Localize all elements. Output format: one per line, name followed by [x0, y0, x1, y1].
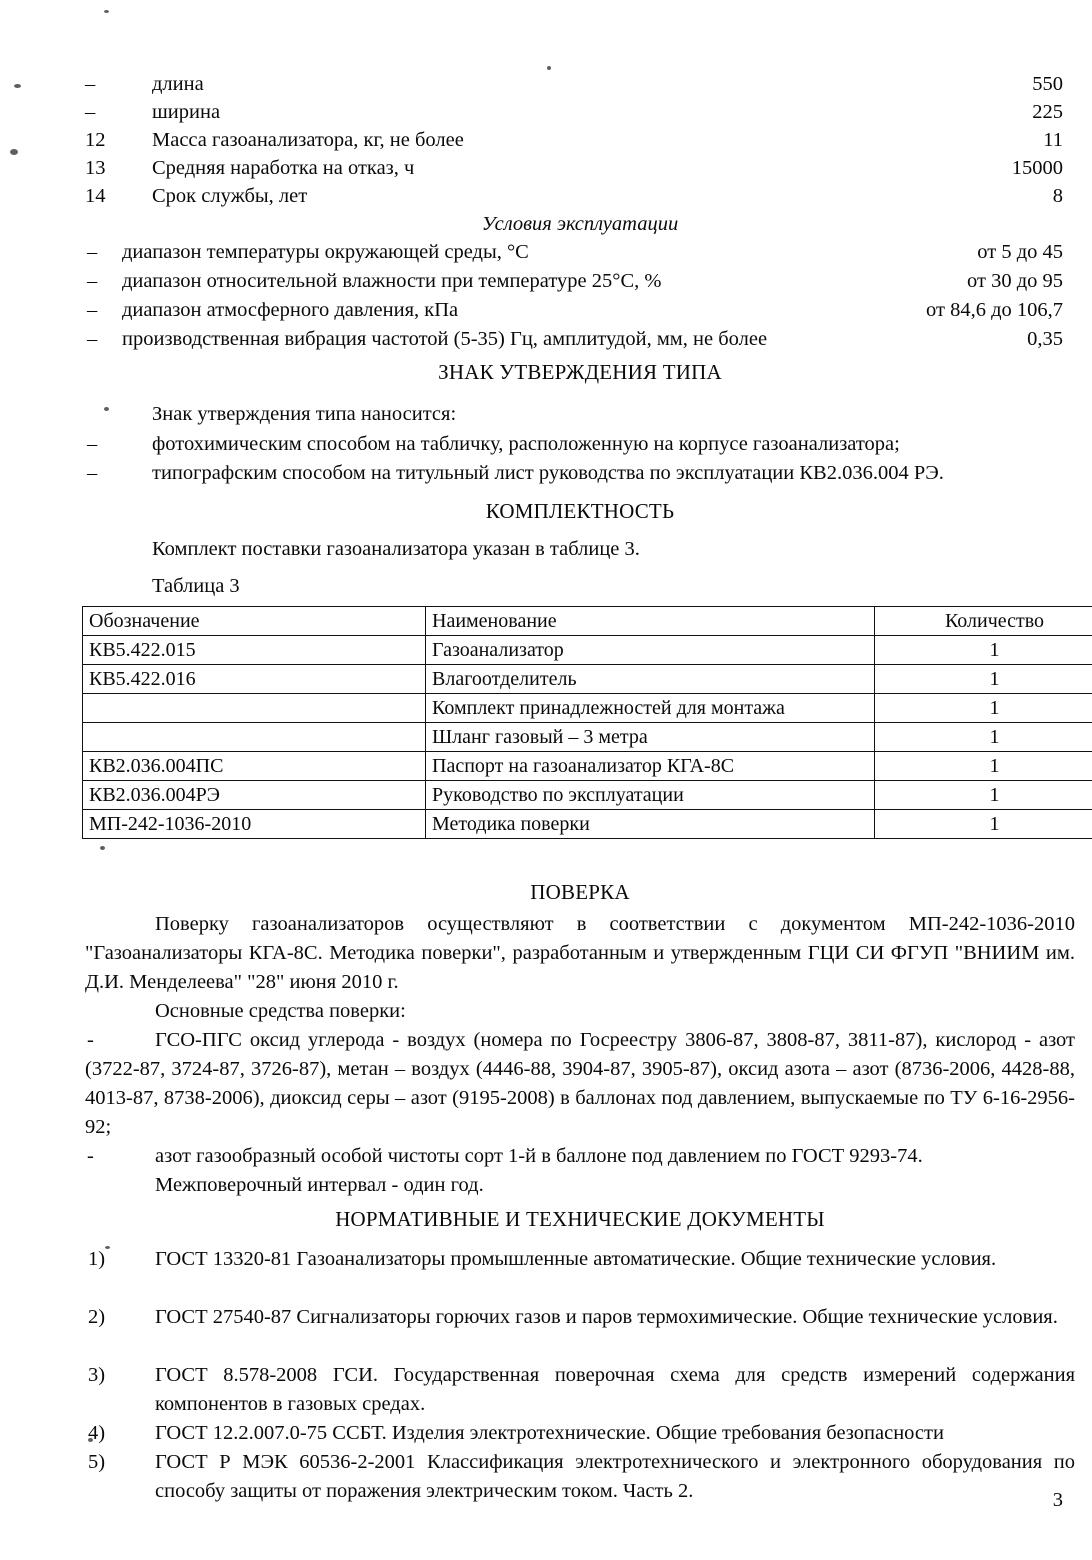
normative-document-item — [85, 1303, 1075, 1332]
table-row — [83, 665, 1092, 694]
spec-value: 550 — [1032, 73, 1063, 95]
table-cell-name: Шланг газовый – 3 метра — [426, 723, 875, 752]
table-cell-name: Влагоотделитель — [426, 665, 875, 694]
specifications-list — [85, 70, 1075, 210]
condition-label: производственная вибрация частотой (5-35) Гц, амплитудой, мм, не более — [122, 328, 768, 350]
section-title-normative-documents: НОРМАТИВНЫЕ И ТЕХНИЧЕСКИЕ ДОКУМЕНТЫ — [335, 1207, 825, 1231]
table-cell-name: Методика поверки — [426, 810, 875, 839]
scan-speck — [14, 84, 21, 88]
table-row — [83, 723, 1092, 752]
condition-row — [85, 267, 1075, 296]
list-number: 2) — [88, 1306, 106, 1328]
verification-item — [85, 1142, 1075, 1171]
spec-marker: 13 — [85, 157, 106, 179]
section-title-completeness: КОМПЛЕКТНОСТЬ — [485, 499, 675, 523]
normative-document-item — [85, 1448, 1075, 1506]
verification-paragraph-2: Основные средства поверки: — [155, 1000, 406, 1022]
section-title-verification: ПОВЕРКА — [530, 880, 630, 904]
table-row — [83, 810, 1092, 839]
spec-marker: 12 — [85, 129, 106, 151]
spec-row — [85, 126, 1075, 154]
dash-bullet: – — [87, 328, 98, 350]
table-cell-designation: КВ2.036.004ПС — [83, 752, 426, 781]
verification-item — [85, 1026, 1075, 1142]
spec-row — [85, 154, 1075, 182]
normative-document-text: ГОСТ 27540-87 Сигнализаторы горючих газов и паров термохимические. Общие технические условия. — [155, 1306, 1058, 1328]
spec-marker: – — [85, 73, 96, 95]
table-cell-designation: КВ2.036.004РЭ — [83, 781, 426, 810]
condition-label: диапазон атмосферного давления, кПа — [122, 299, 459, 321]
condition-label: диапазон относительной влажности при температуре 25°C, % — [122, 270, 662, 292]
dash-bullet: - — [87, 1029, 94, 1051]
table-header-cell: Количество — [875, 607, 1092, 636]
spec-value: 225 — [1032, 101, 1063, 123]
table-cell-quantity: 1 — [875, 694, 1092, 723]
table-caption: Таблица 3 — [152, 575, 240, 597]
verification-paragraph-1-text: Поверку газоанализаторов осуществляют в соответствии с документом МП-242-1036-2010 "Газоанализаторы КГА-8С. Методика поверки", разработанным и утвержденным ГЦИ СИ ФГУП "ВНИИМ им. Д.И. Менделеева" "28" июня 2010 г. — [85, 913, 1075, 993]
table-cell-quantity: 1 — [875, 810, 1092, 839]
list-number: 4) — [88, 1422, 106, 1444]
table-cell-designation — [83, 694, 426, 723]
verification-interval: Межповерочный интервал - один год. — [155, 1174, 484, 1196]
verification-paragraph-1 — [85, 910, 1075, 997]
normative-document-item — [85, 1245, 1075, 1274]
table-header-cell: Обозначение — [83, 607, 426, 636]
completeness-intro: Комплект поставки газоанализатора указан в таблице 3. — [152, 538, 640, 560]
normative-document-text: ГОСТ 12.2.007.0-75 ССБТ. Изделия электротехнические. Общие требования безопасности — [155, 1422, 944, 1444]
condition-value: 0,35 — [1027, 328, 1063, 350]
operating-conditions-list — [85, 238, 1075, 354]
dash-bullet: - — [87, 1145, 94, 1167]
approval-mark-item-text: фотохимическим способом на табличку, расположенную на корпусе газоанализатора; — [152, 433, 900, 455]
verification-item-text: азот газообразный особой чистоты сорт 1-й в баллоне под давлением по ГОСТ 9293-74. — [155, 1145, 923, 1167]
table-cell-name: Паспорт на газоанализатор КГА-8С — [426, 752, 875, 781]
table-header-row — [83, 607, 1092, 636]
table-cell-name: Руководство по эксплуатации — [426, 781, 875, 810]
dash-bullet: – — [87, 433, 98, 455]
dash-bullet: – — [87, 462, 98, 484]
operating-conditions-heading: Условия эксплуатации — [481, 213, 679, 235]
condition-row — [85, 325, 1075, 354]
table-cell-name: Газоанализатор — [426, 636, 875, 665]
condition-value: от 84,6 до 106,7 — [926, 299, 1063, 321]
completeness-table — [82, 606, 1092, 839]
list-number: 5) — [88, 1451, 106, 1473]
table-row — [83, 781, 1092, 810]
list-number: 1) — [88, 1248, 106, 1270]
table-row — [83, 752, 1092, 781]
table-cell-quantity: 1 — [875, 636, 1092, 665]
table-cell-designation: МП-242-1036-2010 — [83, 810, 426, 839]
dash-bullet: – — [87, 241, 98, 263]
spec-label: Срок службы, лет — [152, 185, 308, 207]
dash-bullet: – — [87, 299, 98, 321]
spec-value: 8 — [1052, 185, 1063, 207]
condition-value: от 5 до 45 — [977, 241, 1063, 263]
spec-label: Масса газоанализатора, кг, не более — [152, 129, 464, 151]
approval-mark-item — [85, 459, 1075, 488]
spec-label: Средняя наработка на отказ, ч — [152, 157, 415, 179]
verification-item-text: ГСО-ПГС оксид углерода - воздух (номера по Госреестру 3806-87, 3808-87, 3811-87), кислород - азот (3722-87, 3724-87, 3726-87), метан – воздух (4446-88, 3904-87, 3905-87), оксид азота – азот (8736-2006, 4428-88, 4013-87, 8738-2006), диоксид серы – азот (9195-2008) в баллонах под давлением, выпускаемые по ТУ 6-16-2956-92; — [85, 1029, 1075, 1138]
table-header-cell: Наименование — [426, 607, 875, 636]
normative-document-text: ГОСТ 8.578-2008 ГСИ. Государственная поверочная схема для средств измерений содержания компонентов в газовых средах. — [155, 1364, 1075, 1415]
condition-row — [85, 238, 1075, 267]
scan-speck — [10, 149, 18, 155]
table-row — [83, 694, 1092, 723]
normative-document-text: ГОСТ Р МЭК 60536-2-2001 Классификация электротехнического и электронного оборудования по способу защиты от поражения электрическим током. Часть 2. — [155, 1451, 1075, 1502]
approval-mark-item — [85, 430, 1075, 459]
spec-label: ширина — [152, 101, 221, 123]
spec-marker: – — [85, 101, 96, 123]
table-cell-quantity: 1 — [875, 723, 1092, 752]
table-cell-quantity: 1 — [875, 665, 1092, 694]
spec-label: длина — [152, 73, 204, 95]
table-cell-designation — [83, 723, 426, 752]
table-cell-quantity: 1 — [875, 781, 1092, 810]
normative-document-text: ГОСТ 13320-81 Газоанализаторы промышленные автоматические. Общие технические условия. — [155, 1248, 997, 1270]
section-title-approval-mark: ЗНАК УТВЕРЖДЕНИЯ ТИПА — [438, 360, 722, 384]
normative-document-item — [85, 1361, 1075, 1419]
normative-document-item — [85, 1419, 1075, 1448]
spec-row — [85, 70, 1075, 98]
page-number: 3 — [1052, 1489, 1063, 1511]
spec-value: 11 — [1043, 129, 1063, 151]
condition-label: диапазон температуры окружающей среды, °C — [122, 241, 529, 263]
list-number: 3) — [88, 1364, 106, 1386]
condition-row — [85, 296, 1075, 325]
table-row — [83, 636, 1092, 665]
table-cell-designation: КВ5.422.016 — [83, 665, 426, 694]
spec-value: 15000 — [1011, 157, 1063, 179]
page-content — [85, 0, 1075, 1560]
dash-bullet: – — [87, 270, 98, 292]
table-cell-designation: КВ5.422.015 — [83, 636, 426, 665]
approval-mark-intro: Знак утверждения типа наносится: — [152, 403, 457, 425]
approval-mark-item-text: типографским способом на титульный лист руководства по эксплуатации КВ2.036.004 РЭ. — [152, 462, 944, 484]
spec-marker: 14 — [85, 185, 106, 207]
table-cell-name: Комплект принадлежностей для монтажа — [426, 694, 875, 723]
table-cell-quantity: 1 — [875, 752, 1092, 781]
spec-row — [85, 182, 1075, 210]
spec-row — [85, 98, 1075, 126]
condition-value: от 30 до 95 — [967, 270, 1063, 292]
